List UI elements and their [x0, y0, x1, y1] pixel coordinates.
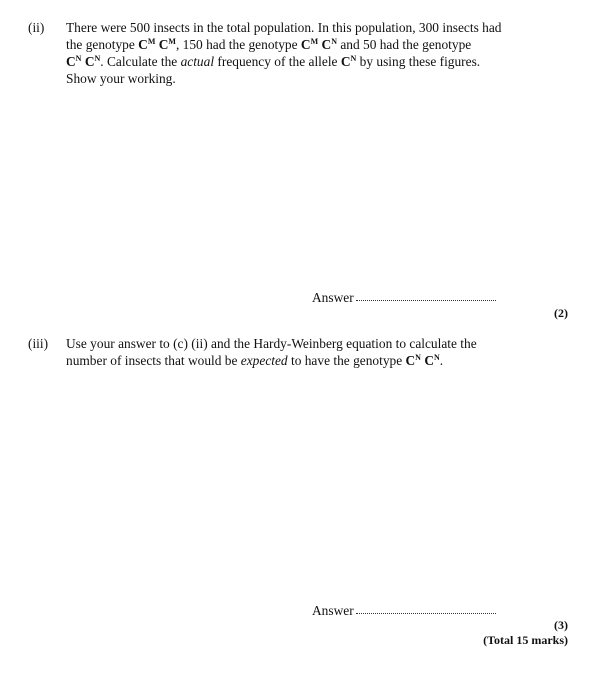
part-iii-marks: (3) [554, 618, 568, 632]
part-iii-answer-line[interactable] [356, 613, 496, 614]
part-iii-line-2: number of insects that would be expected to have the genotype $C^N$ $C^N$. [66, 353, 444, 368]
part-ii-answer-field[interactable] [312, 290, 496, 306]
part-ii-line-4: Show your working. [66, 71, 176, 86]
part-ii-answer-line[interactable] [356, 300, 496, 301]
part-iii-question [66, 335, 546, 369]
part-ii-line-2: the genotype $C^M$ $C^M$, 150 had the genotype $C^M$ $C^N$ and 50 had the genotype [66, 37, 472, 52]
genotype-cm-cn: $C^M$ $C^N$ [300, 37, 337, 52]
part-ii-line-1: There were 500 insects in the total population. In this population, 300 insects had [66, 20, 502, 35]
part-ii-line-3: $C^N$ $C^N$. Calculate the actual frequency of the allele $C^N$ by using these figures. [66, 54, 481, 69]
part-ii-marks: (2) [554, 306, 568, 320]
total-marks: (Total 15 marks) [483, 633, 568, 647]
part-ii-question [66, 19, 546, 87]
allele-cn: $C^N$ [340, 54, 357, 69]
genotype-cm-cm: $C^M$ $C^M$ [138, 37, 176, 52]
part-iii-answer-field[interactable] [312, 603, 496, 619]
part-iii-label: (iii) [28, 336, 49, 351]
part-iii-answer-label: Answer [312, 603, 354, 618]
genotype-cn-cn: $C^N$ $C^N$ [66, 54, 101, 69]
part-ii-answer-label: Answer [312, 290, 354, 305]
genotype-cn-cn-expected: $C^N$ $C^N$ [405, 353, 440, 368]
part-ii-label: (ii) [28, 20, 45, 35]
part-iii-line-1: Use your answer to (c) (ii) and the Hardy-Weinberg equation to calculate the [66, 336, 477, 351]
